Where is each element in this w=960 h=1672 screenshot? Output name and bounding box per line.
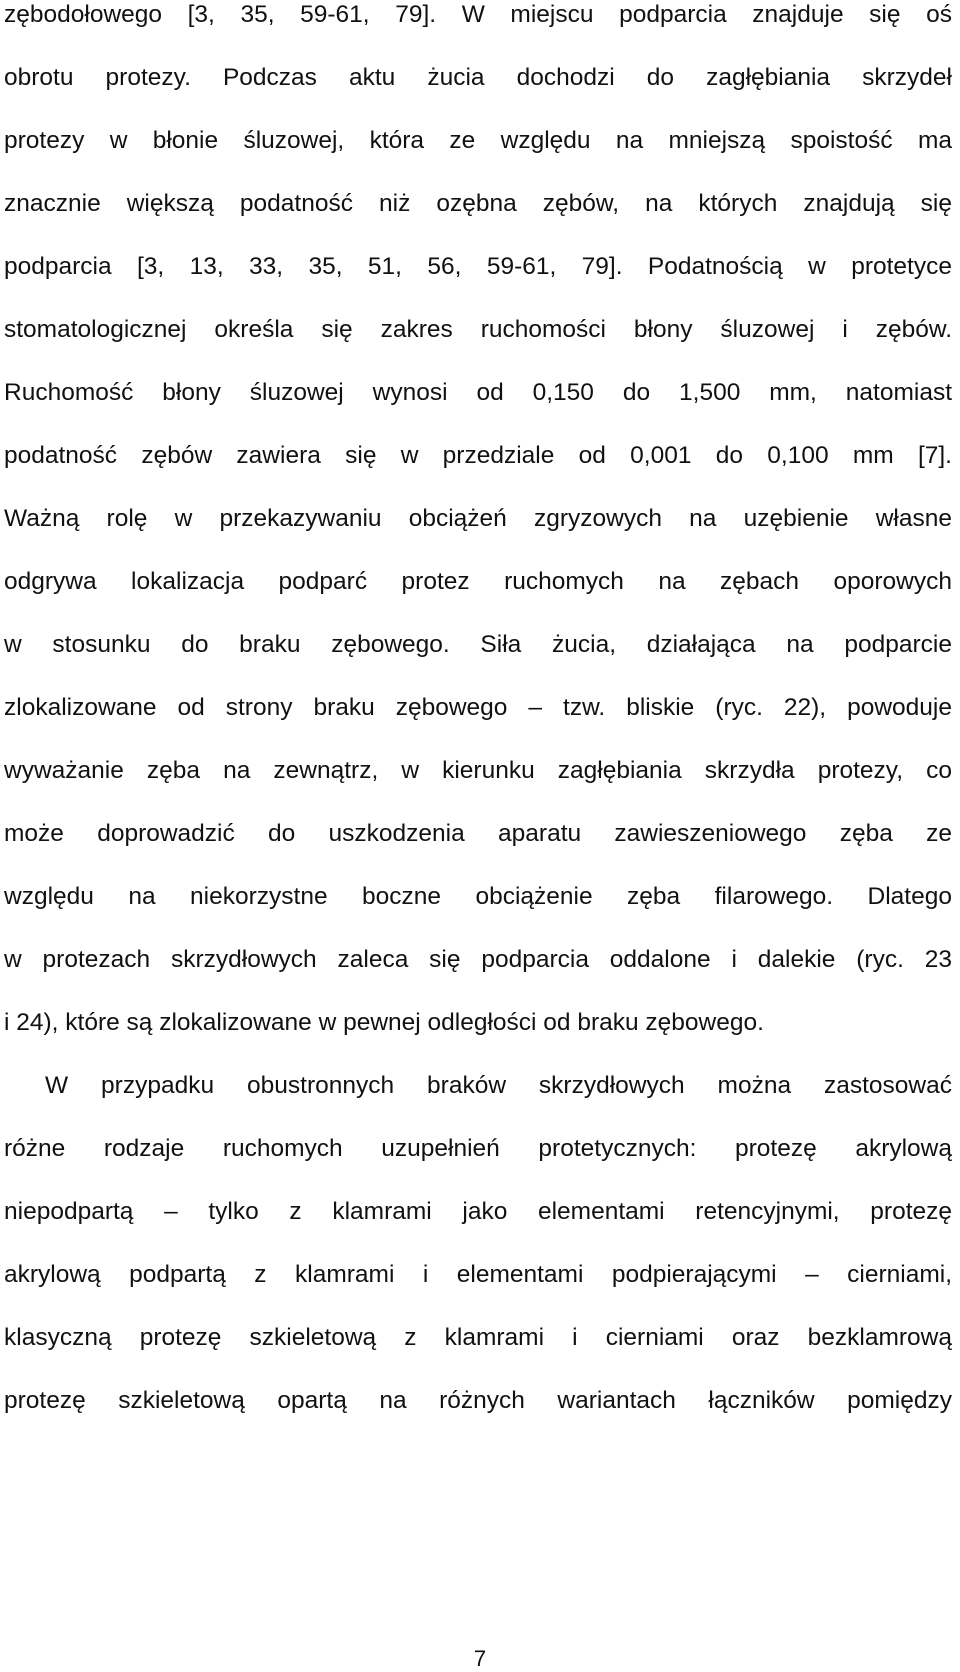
paragraph-last-line: i 24), które są zlokalizowane w pewnej odległości od braku zębowego. — [4, 1009, 764, 1036]
text-line: odgrywa lokalizacja podparć protez ruchomych na zębach oporowych — [4, 568, 952, 595]
text-line: zębodołowego [3, 35, 59-61, 79]. W miejscu podparcia znajduje się oś — [4, 1, 952, 28]
text-line: stomatologicznej określa się zakres ruchomości błony śluzowej i zębów. — [4, 316, 952, 343]
text-line: Ruchomość błony śluzowej wynosi od 0,150 do 1,500 mm, natomiast — [4, 379, 952, 406]
text-line: wyważanie zęba na zewnątrz, w kierunku zagłębiania skrzydła protezy, co — [4, 757, 952, 784]
text-line: protezy w błonie śluzowej, która ze względu na mniejszą spoistość ma — [4, 127, 952, 154]
text-line: w protezach skrzydłowych zaleca się podparcia oddalone i dalekie (ryc. 23 — [4, 946, 952, 973]
text-line: różne rodzaje ruchomych uzupełnień protetycznych: protezę akrylową — [4, 1135, 952, 1162]
text-line: podparcia [3, 13, 33, 35, 51, 56, 59-61, 79]. Podatnością w protetyce — [4, 253, 952, 280]
page-number: 7 — [473, 1646, 487, 1671]
text-line: protezę szkieletową opartą na różnych wariantach łączników pomiędzy — [4, 1387, 952, 1414]
text-line: względu na niekorzystne boczne obciążenie zęba filarowego. Dlatego — [4, 883, 952, 910]
text-line: podatność zębów zawiera się w przedziale od 0,001 do 0,100 mm [7]. — [4, 442, 952, 469]
text-line: Ważną rolę w przekazywaniu obciążeń zgryzowych na uzębienie własne — [4, 505, 952, 532]
body-text — [4, 0, 952, 1446]
text-line: zlokalizowane od strony braku zębowego – tzw. bliskie (ryc. 22), powoduje — [4, 694, 952, 721]
text-line: akrylową podpartą z klamrami i elementami podpierającymi – cierniami, — [4, 1261, 952, 1288]
text-line: w stosunku do braku zębowego. Siła żucia, działająca na podparcie — [4, 631, 952, 658]
text-line: klasyczną protezę szkieletową z klamrami i cierniami oraz bezklamrową — [4, 1324, 952, 1351]
text-line: niepodpartą – tylko z klamrami jako elementami retencyjnymi, protezę — [4, 1198, 952, 1225]
text-line: znacznie większą podatność niż ozębna zębów, na których znajdują się — [4, 190, 952, 217]
text-line: obrotu protezy. Podczas aktu żucia dochodzi do zagłębiania skrzydeł — [4, 64, 952, 91]
text-line: może doprowadzić do uszkodzenia aparatu zawieszeniowego zęba ze — [4, 820, 952, 847]
paragraph-first-line: W przypadku obustronnych braków skrzydłowych można zastosować — [45, 1072, 952, 1099]
